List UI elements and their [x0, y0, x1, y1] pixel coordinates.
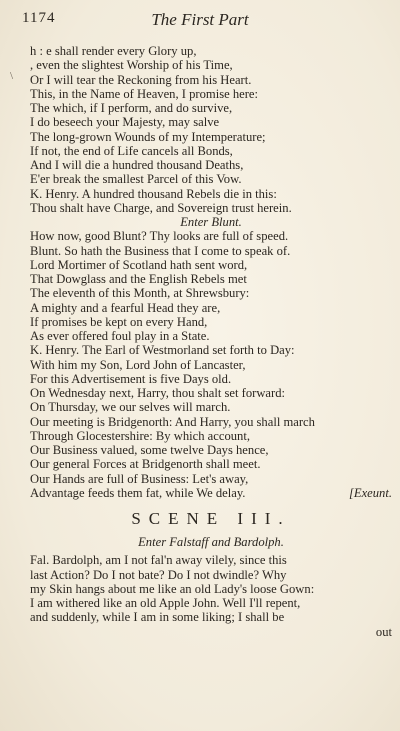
scene-entrance: Enter Falstaff and Bardolph.	[138, 535, 284, 549]
verse-line: Our meeting is Bridgenorth: And Harry, you shall march	[30, 414, 315, 429]
scene-heading: SCENE III.	[131, 509, 291, 528]
verse-line: As ever offered foul play in a State.	[30, 329, 210, 343]
verse-line: , even the slightest Worship of his Time,	[30, 58, 233, 73]
verse-line: On Thursday, we our selves will march.	[30, 400, 231, 415]
verse-line: K. Henry. A hundred thousand Rebels die in this:	[30, 186, 277, 201]
verse-line: The which, if I perform, and do survive,	[30, 101, 233, 115]
prose-line: last Action? Do I not bate? Do I not dwindle? Why	[30, 567, 287, 582]
verse-line: The eleventh of this Month, at Shrewsbury:	[30, 286, 250, 301]
verse-line: Or I will tear the Reckoning from his Heart.	[30, 72, 252, 87]
verse-line: Blunt. So hath the Business that I come to speak of.	[30, 243, 291, 258]
prose-line: I am withered like an old Apple John. Well I'll repent,	[30, 596, 301, 610]
verse-line: This, in the Name of Heaven, I promise here:	[30, 86, 259, 101]
prose-line: Fal. Bardolph, am I not fal'n away vilely, since this	[30, 553, 287, 568]
verse-line: Our Business valued, some twelve Days hence,	[30, 443, 269, 457]
verse-line: Lord Mortimer of Scotland hath sent word,	[30, 257, 248, 272]
verse-line: h : e shall render every Glory up,	[30, 44, 197, 58]
verse-line: And I will die a hundred thousand Deaths,	[30, 158, 244, 172]
prose-line: and suddenly, while I am in some liking; I shall be	[30, 610, 285, 625]
verse-line: A mighty and a fearful Head they are,	[30, 300, 221, 315]
verse-line: With him my Son, Lord John of Lancaster,	[30, 357, 246, 372]
stage-direction: Enter Blunt.	[180, 215, 242, 229]
verse-line: For this Advertisement is five Days old.	[30, 371, 232, 386]
verse-block	[30, 44, 392, 500]
verse-line: On Wednesday next, Harry, thou shalt set forward:	[30, 386, 285, 400]
verse-line: If not, the end of Life cancels all Bonds,	[30, 143, 233, 158]
page-number: 1174	[22, 10, 56, 26]
margin-mark: \	[10, 70, 14, 82]
verse-line: How now, good Blunt? Thy looks are full of speed.	[30, 229, 289, 244]
prose-block	[30, 553, 392, 639]
page-header	[22, 10, 378, 32]
exit-direction: [Exeunt.	[348, 485, 392, 500]
prose-line: out	[375, 624, 392, 639]
verse-line: If promises be kept on every Hand,	[30, 314, 208, 329]
verse-line: Advantage feeds them fat, while We delay. [Exeunt.	[30, 485, 392, 500]
verse-line: Our general Forces at Bridgenorth shall meet.	[30, 457, 261, 472]
verse-line: E'er break the smallest Parcel of this Vow.	[30, 172, 242, 187]
verse-line: Our Hands are full of Business: Let's away,	[30, 471, 249, 486]
verse-line: I do beseech your Majesty, may salve	[30, 115, 220, 130]
verse-line: Through Glocestershire: By which account,	[30, 428, 250, 443]
running-title: The First Part	[151, 10, 249, 29]
prose-line: my Skin hangs about me like an old Lady's loose Gown:	[30, 581, 315, 596]
page-text	[30, 44, 392, 639]
verse-line: K. Henry. The Earl of Westmorland set forth to Day:	[30, 343, 295, 358]
verse-line: Thou shalt have Charge, and Sovereign trust herein.	[30, 200, 292, 215]
verse-line: The long-grown Wounds of my Intemperature;	[30, 129, 266, 144]
verse-line: That Dowglass and the English Rebels met	[30, 272, 247, 286]
